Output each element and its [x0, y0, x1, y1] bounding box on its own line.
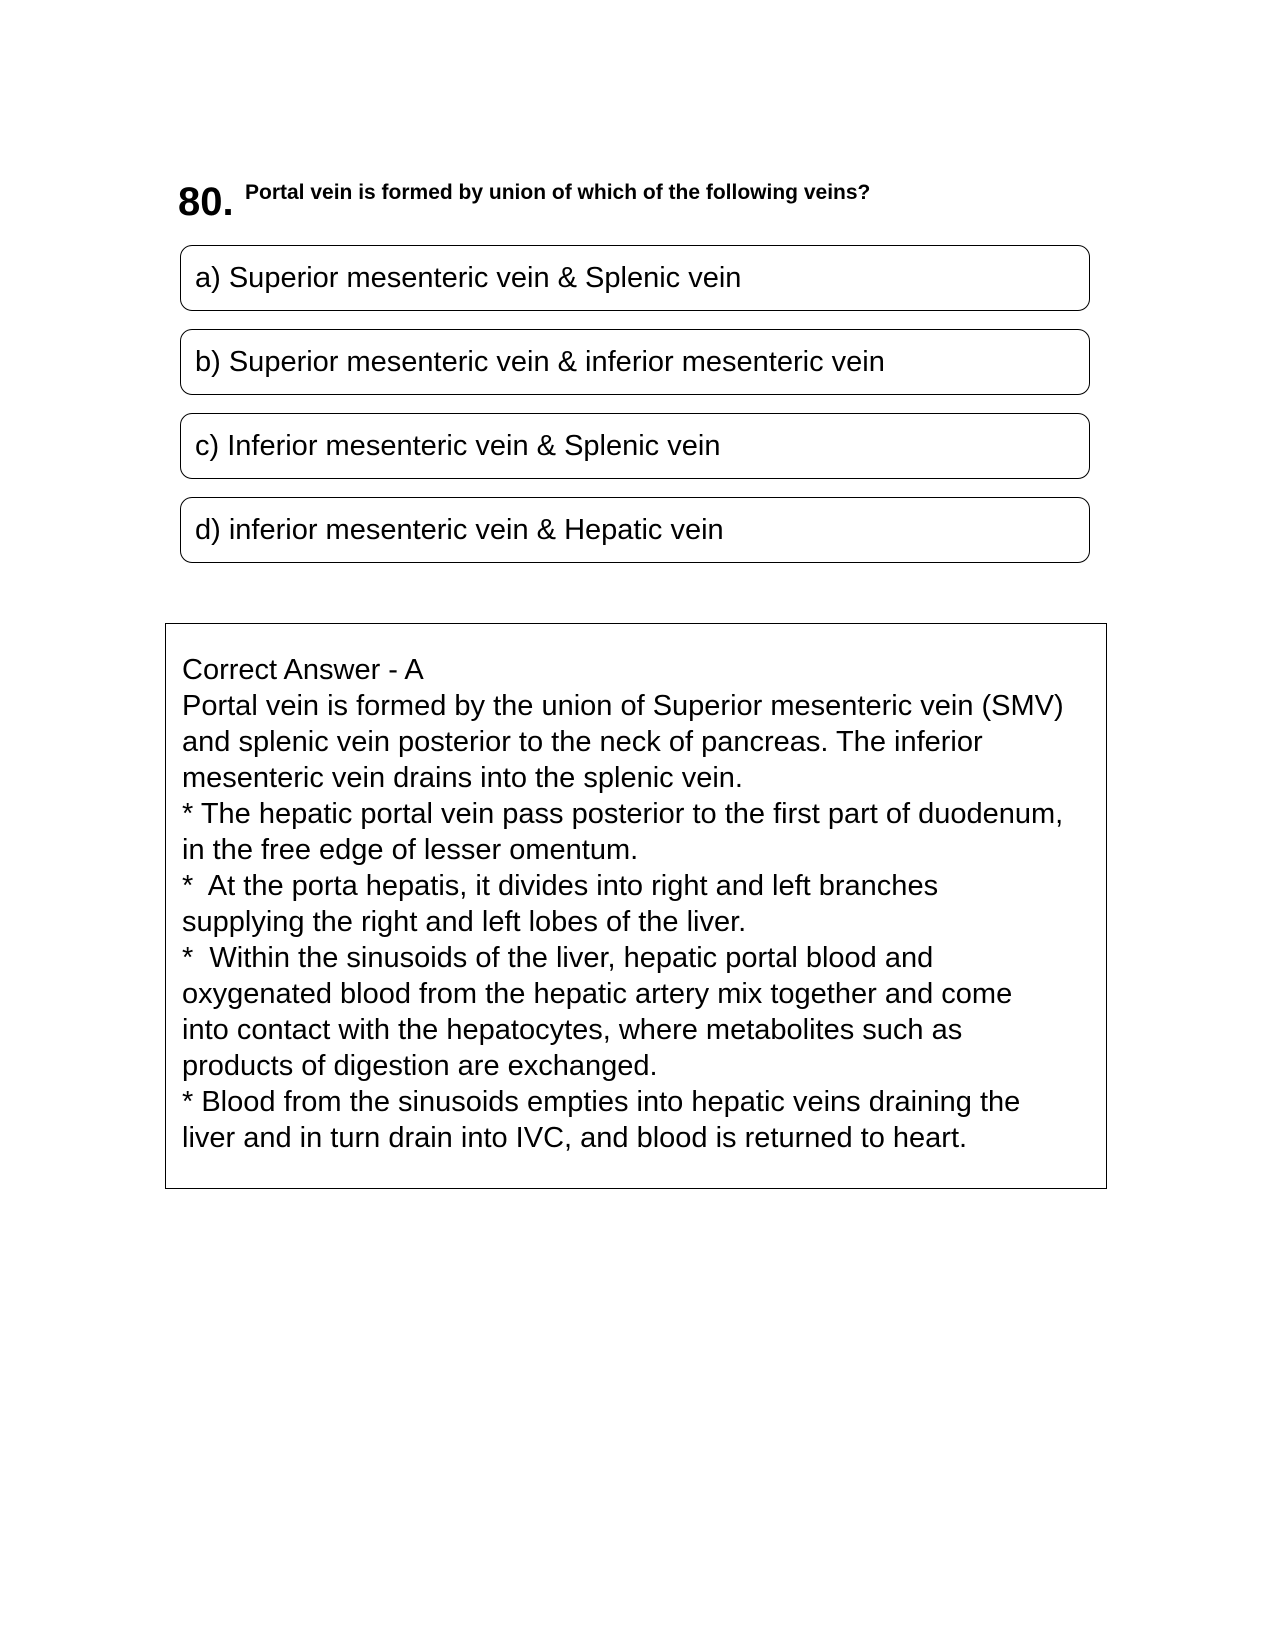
question-number: 80.: [178, 180, 234, 224]
explanation-line: Portal vein is formed by the union of Superior mesenteric vein (SMV): [182, 690, 1064, 722]
explanation-line: oxygenated blood from the hepatic artery mix together and come: [182, 978, 1013, 1010]
explanation-line: liver and in turn drain into IVC, and blood is returned to heart.: [182, 1122, 968, 1154]
correct-answer-heading: Correct Answer - A: [182, 654, 424, 686]
explanation-line: products of digestion are exchanged.: [182, 1050, 658, 1082]
explanation-line: mesenteric vein drains into the splenic vein.: [182, 762, 743, 794]
question-text: Portal vein is formed by union of which of the following veins?: [245, 181, 871, 204]
explanation-line: * Blood from the sinusoids empties into hepatic veins draining the: [182, 1086, 1021, 1118]
option-b[interactable]: b) Superior mesenteric vein & inferior mesenteric vein: [180, 329, 1090, 395]
answer-explanation-box: [165, 623, 1107, 1189]
explanation-line: * The hepatic portal vein pass posterior to the first part of duodenum,: [182, 798, 1064, 830]
explanation-line: in the free edge of lesser omentum.: [182, 834, 639, 866]
explanation-line: into contact with the hepatocytes, where metabolites such as: [182, 1014, 963, 1046]
explanation-line: and splenic vein posterior to the neck of pancreas. The inferior: [182, 726, 983, 758]
explanation-line: * At the porta hepatis, it divides into right and left branches: [182, 870, 939, 902]
explanation-line: supplying the right and left lobes of the liver.: [182, 906, 747, 938]
option-a[interactable]: a) Superior mesenteric vein & Splenic vein: [180, 245, 1090, 311]
option-c[interactable]: c) Inferior mesenteric vein & Splenic vein: [180, 413, 1090, 479]
option-d[interactable]: d) inferior mesenteric vein & Hepatic vein: [180, 497, 1090, 563]
explanation-line: * Within the sinusoids of the liver, hepatic portal blood and: [182, 942, 934, 974]
